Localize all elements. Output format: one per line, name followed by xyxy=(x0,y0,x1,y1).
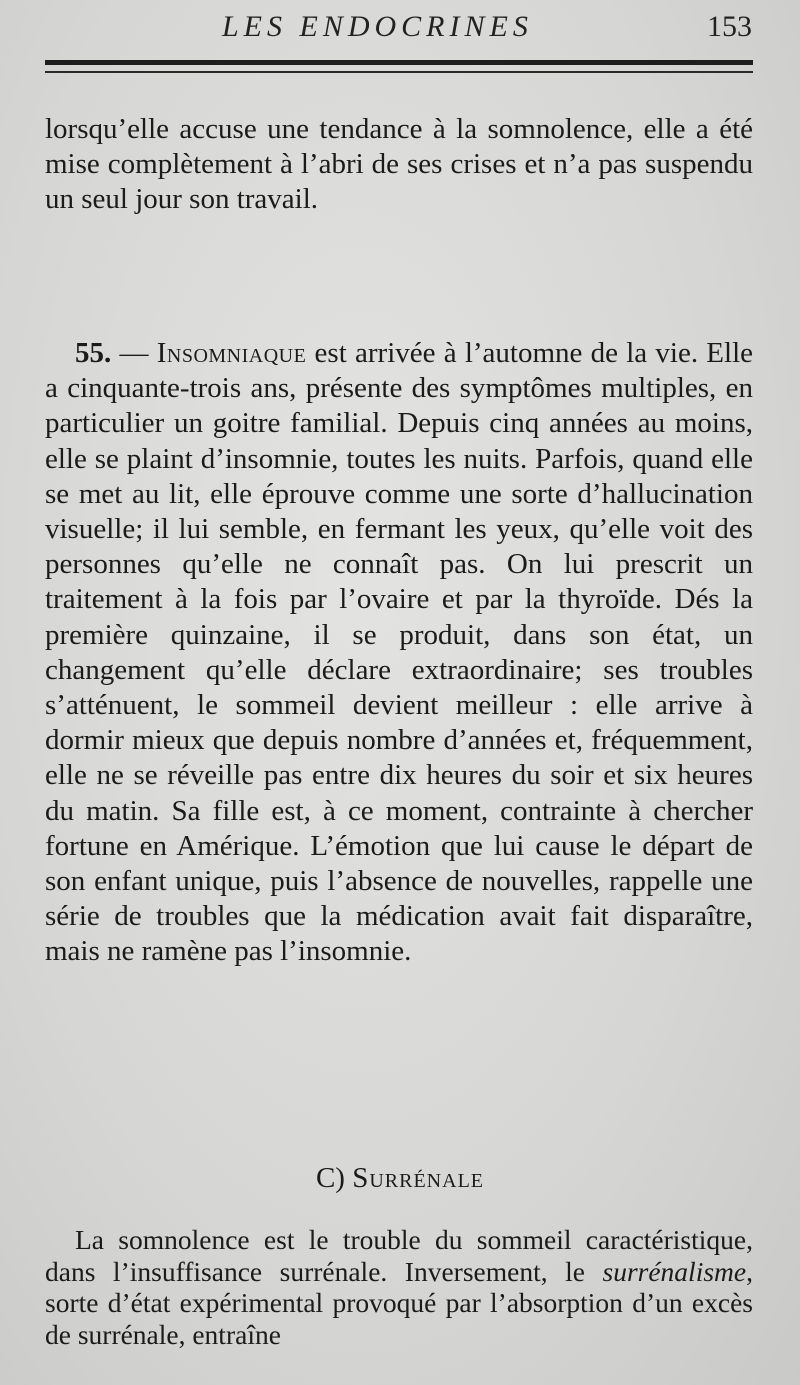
section-heading xyxy=(0,1162,800,1195)
case-name: Insomniaque xyxy=(156,337,307,369)
header-rule-thin xyxy=(45,71,753,73)
page-number: 153 xyxy=(707,10,752,43)
running-head xyxy=(0,8,800,48)
case-text: est arrivée à l’automne de la vie. Elle a cinquante-trois ans, présente des symptômes multiples, en particulier un goitre familial. Depuis cinq années au moins, elle se plaint d’insomnie, toutes les nuits. Parfois, quand elle se met au lit, elle éprouve comme une sorte d’hallucination visuelle; il lui semble, en fermant les yeux, qu’elle voit des personnes qu’elle ne connaît pas. On lui prescrit un traitement à la fois par l’ovaire et par la thyroïde. Dés la première quinzaine, il se produit, dans son état, un changement qu’elle déclare extraordinaire; ses troubles s’atténuent, le sommeil devient meilleur : elle arrive à dormir mieux que depuis nombre d’années et, fréquemment, elle ne se réveille pas entre dix heures du soir et six heures du matin. Sa fille est, à ce moment, contrainte à chercher fortune en Amérique. L’émotion que lui cause le départ de son enfant unique, puis l’absence de nouvelles, rappelle une série de troubles que la médication avait fait disparaître, mais ne ramène pas l’insomnie. xyxy=(45,337,754,968)
paragraph-continued-text: lorsqu’elle accuse une tendance à la somnolence, elle a été mise complètement à l’abri de ses crises et n’a pas suspendu un seul jour son travail. xyxy=(45,113,753,216)
surrenale-term: surrénalisme xyxy=(602,1255,747,1287)
section-label: C) xyxy=(315,1162,345,1194)
surrenale-text-b: , sorte d’état expérimental provoqué par l’absorption d’un excès de surrénale, entraîne xyxy=(45,1255,753,1350)
paragraph-case-55 xyxy=(45,336,753,970)
paragraph-surrenale xyxy=(45,1224,753,1350)
case-dash: — xyxy=(111,337,157,369)
section-title: Surrénale xyxy=(352,1162,485,1194)
paragraph-continued xyxy=(45,112,753,218)
running-title: LES ENDOCRINES xyxy=(222,10,533,43)
header-rule-thick xyxy=(45,60,753,65)
case-number: 55. xyxy=(75,337,112,369)
surrenale-text-a: La somnolence est le trouble du sommeil caractéristique, dans l’insuffisance surrénale. Inversement, le xyxy=(45,1224,753,1287)
